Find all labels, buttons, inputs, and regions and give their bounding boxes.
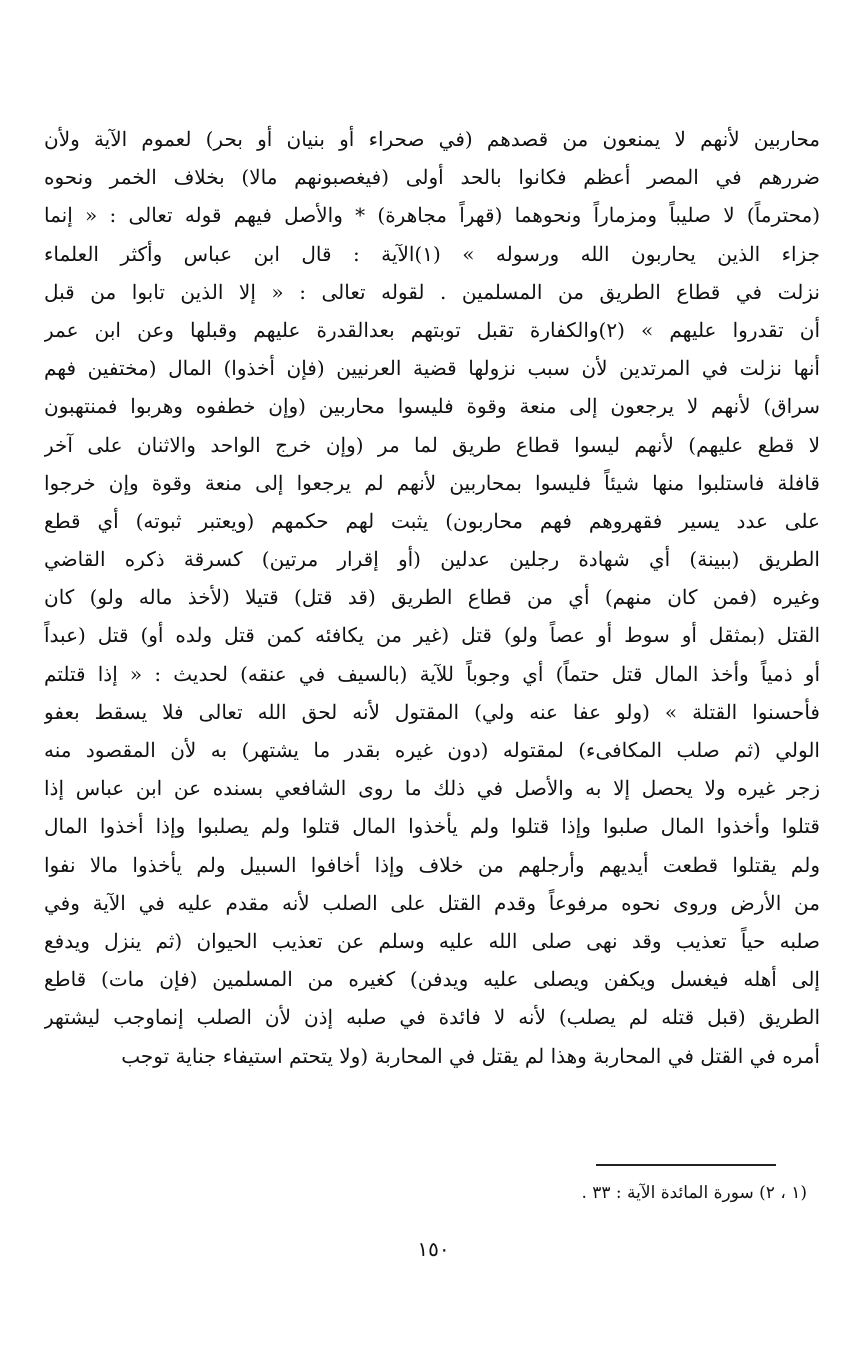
text-line: ضررهم في المصر أعظم فكانوا بالحد أولى (فيغصبونهم مالا) بخلاف الخمر ونحوه <box>44 165 820 190</box>
footnote-divider <box>596 1164 776 1166</box>
text-line: الولي (ثم صلب المكافىء) لمقتوله (دون غيره بقدر ما يشتهر) به لأن المقصود منه <box>44 738 820 762</box>
text-line: من الأرض وروى نحوه مرفوعاً وقدم القتل على الصلب لأنه مقدم عليه في الآية وفي <box>44 890 820 915</box>
text-line: على عدد يسير فقهروهم فهم محاربون) يثبت لهم حكمهم (ويعتبر ثبوته) أي قطع <box>44 508 820 533</box>
text-line: أنها نزلت في المرتدين لأن سبب نزولها قضية العرنيين (فإن أخذوا) المال (مختفين فهم <box>44 356 820 381</box>
text-line: أو ذمياً وأخذ المال قتل حتماً) أي وجوباً للآية (بالسيف في عنقه) لحديث : « إذا قتلتم <box>44 661 820 686</box>
text-line: جزاء الذين يحاربون الله ورسوله » (١)الآية : قال ابن عباس وأكثر العلماء <box>44 241 820 266</box>
text-line: فأحسنوا القتلة » (ولو عفا عنه ولي) المقتول لأنه لحق الله تعالى فلا يسقط بعفو <box>44 699 820 724</box>
text-line: الطريق (ببينة) أي شهادة رجلين عدلين (أو إقرار مرتين) كسرقة ذكره القاضي <box>44 547 820 572</box>
text-line: محاربين لأنهم لا يمنعون من قصدهم (في صحراء أو بنيان أو بحر) لعموم الآية ولأن <box>44 127 820 151</box>
text-line: سراق) لأنهم لا يرجعون إلى منعة وقوة فليسوا محاربين (وإن خطفوه وهربوا فمنتهبون <box>44 394 820 419</box>
body-text <box>44 120 820 1075</box>
text-line: أمره في القتل في المحاربة وهذا لم يقتل في المحاربة (ولا يتحتم استيفاء جناية توجب <box>121 1043 820 1068</box>
page-number: ١٥٠ <box>417 1237 450 1261</box>
text-line: الطريق (قبل قتله لم يصلب) لأنه لا فائدة في صلبه إذن لأن الصلب إنماوجب ليشتهر <box>44 1005 820 1030</box>
text-line: زجر غيره ولا يحصل إلا به والأصل في ذلك ما روى الشافعي بسنده عن ابن عباس إذا <box>44 776 820 801</box>
text-line: قتلوا وأخذوا المال صلبوا وإذا قتلوا ولم يأخذوا المال قتلوا ولم يصلبوا وإذا أخذوا المال <box>44 814 820 839</box>
text-line: صلبه حياً تعذيب وقد نهى صلى الله عليه وسلم عن تعذيب الحيوان (ثم ينزل ويدفع <box>44 928 820 953</box>
footnote: (١ ، ٢) سورة المائدة الآية : ٣٣ . <box>581 1183 807 1203</box>
text-line: قافلة فاستلبوا منها شيئاً فليسوا بمحاربين لأنهم لم يرجعوا إلى منعة وقوة وإن خرجوا <box>44 470 820 495</box>
text-line: وغيره (فمن كان منهم) أي من قطاع الطريق (قد قتل) قتيلا (لأخذ ماله ولو) كان <box>44 585 820 610</box>
text-line: لا قطع عليهم) لأنهم ليسوا قطاع طريق لما مر (وإن خرج الواحد والاثنان على آخر <box>44 432 820 457</box>
text-line: إلى أهله فيغسل ويكفن ويصلى عليه ويدفن) كغيره من المسلمين (فإن مات) قاطع <box>44 967 820 992</box>
text-line: أن تقدروا عليهم » (٢)والكفارة تقبل توبتهم بعدالقدرة عليهم وقبلها وعن ابن عمر <box>44 317 820 342</box>
text-line: ولم يقتلوا قطعت أيديهم وأرجلهم من خلاف وإذا أخافوا السبيل ولم يأخذوا مالا نفوا <box>44 852 820 877</box>
text-line: نزلت في قطاع الطريق من المسلمين . لقوله تعالى : « إلا الذين تابوا من قبل <box>44 279 820 304</box>
text-line: القتل (بمثقل أو سوط أو عصاً ولو) قتل (غير من يكافئه كمن قتل ولده أو) قتل (عبداً <box>44 623 820 648</box>
text-line: (محترماً) لا صليباً ومزماراً ونحوهما (قهراً مجاهرة) * والأصل فيهم قوله تعالى : « إنما <box>44 203 820 228</box>
